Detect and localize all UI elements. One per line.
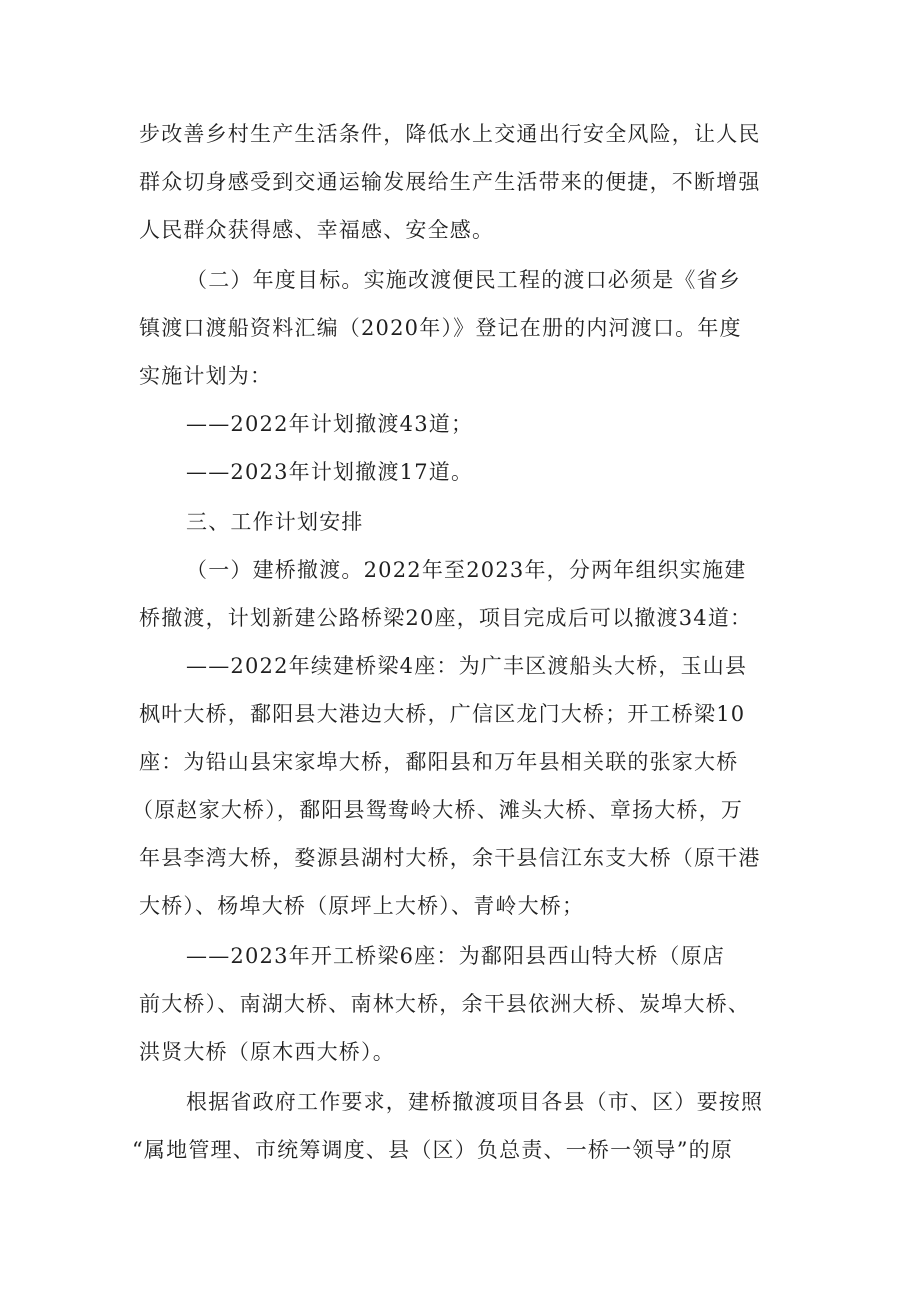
body-line: 群众切身感受到交通运输发展给生产生活带来的便捷，不断增强 [139,170,761,194]
plan-item: ——2023年开工桥梁6座：为鄱阳县西山特大桥（原店 [186,944,726,968]
plan-item: ——2022年续建桥梁4座：为广丰区渡船头大桥，玉山县 [186,654,748,678]
body-line: 步改善乡村生产生活条件，降低水上交通出行安全风险，让人民 [139,122,761,146]
body-line: 根据省政府工作要求，建桥撤渡项目各县（市、区）要按照 [186,1090,764,1114]
body-line: 年县李湾大桥，婺源县湖村大桥，余干县信江东支大桥（原干港 [139,846,761,870]
body-line: 大桥）、杨埠大桥（原坪上大桥）、青岭大桥； [139,894,585,918]
body-line: 人民群众获得感、幸福感、安全感。 [139,218,495,242]
body-line: 桥撤渡，计划新建公路桥梁20座，项目完成后可以撤渡34道： [139,606,753,630]
body-line: 座：为铅山县宋家埠大桥，鄱阳县和万年县相关联的张家大桥 [139,750,739,774]
body-line: 洪贤大桥（原木西大桥）。 [139,1040,395,1064]
body-line: “属地管理、市统筹调度、县（区）负总责、一桥一领导”的原 [132,1138,734,1162]
section-heading: 三、工作计划安排 [186,510,364,534]
body-line: 实施计划为： [139,364,273,388]
body-line: （原赵家大桥），鄱阳县鸳鸯岭大桥、滩头大桥、章扬大桥，万 [132,798,744,822]
section-heading: （一）建桥撤渡。2022年至2023年，分两年组织实施建 [186,558,747,582]
body-line: 前大桥）、南湖大桥、南林大桥，余干县依洲大桥、炭埠大桥、 [139,992,751,1016]
plan-item: ——2022年计划撤渡43道； [186,412,474,436]
body-line: 镇渡口渡船资料汇编（2020年）》登记在册的内河渡口。年度 [139,316,742,340]
body-line: 枫叶大桥，鄱阳县大港边大桥，广信区龙门大桥；开工桥梁10 [139,702,746,726]
plan-item: ——2023年计划撤渡17道。 [186,460,474,484]
section-heading: （二）年度目标。实施改渡便民工程的渡口必须是《省乡 [186,268,741,292]
